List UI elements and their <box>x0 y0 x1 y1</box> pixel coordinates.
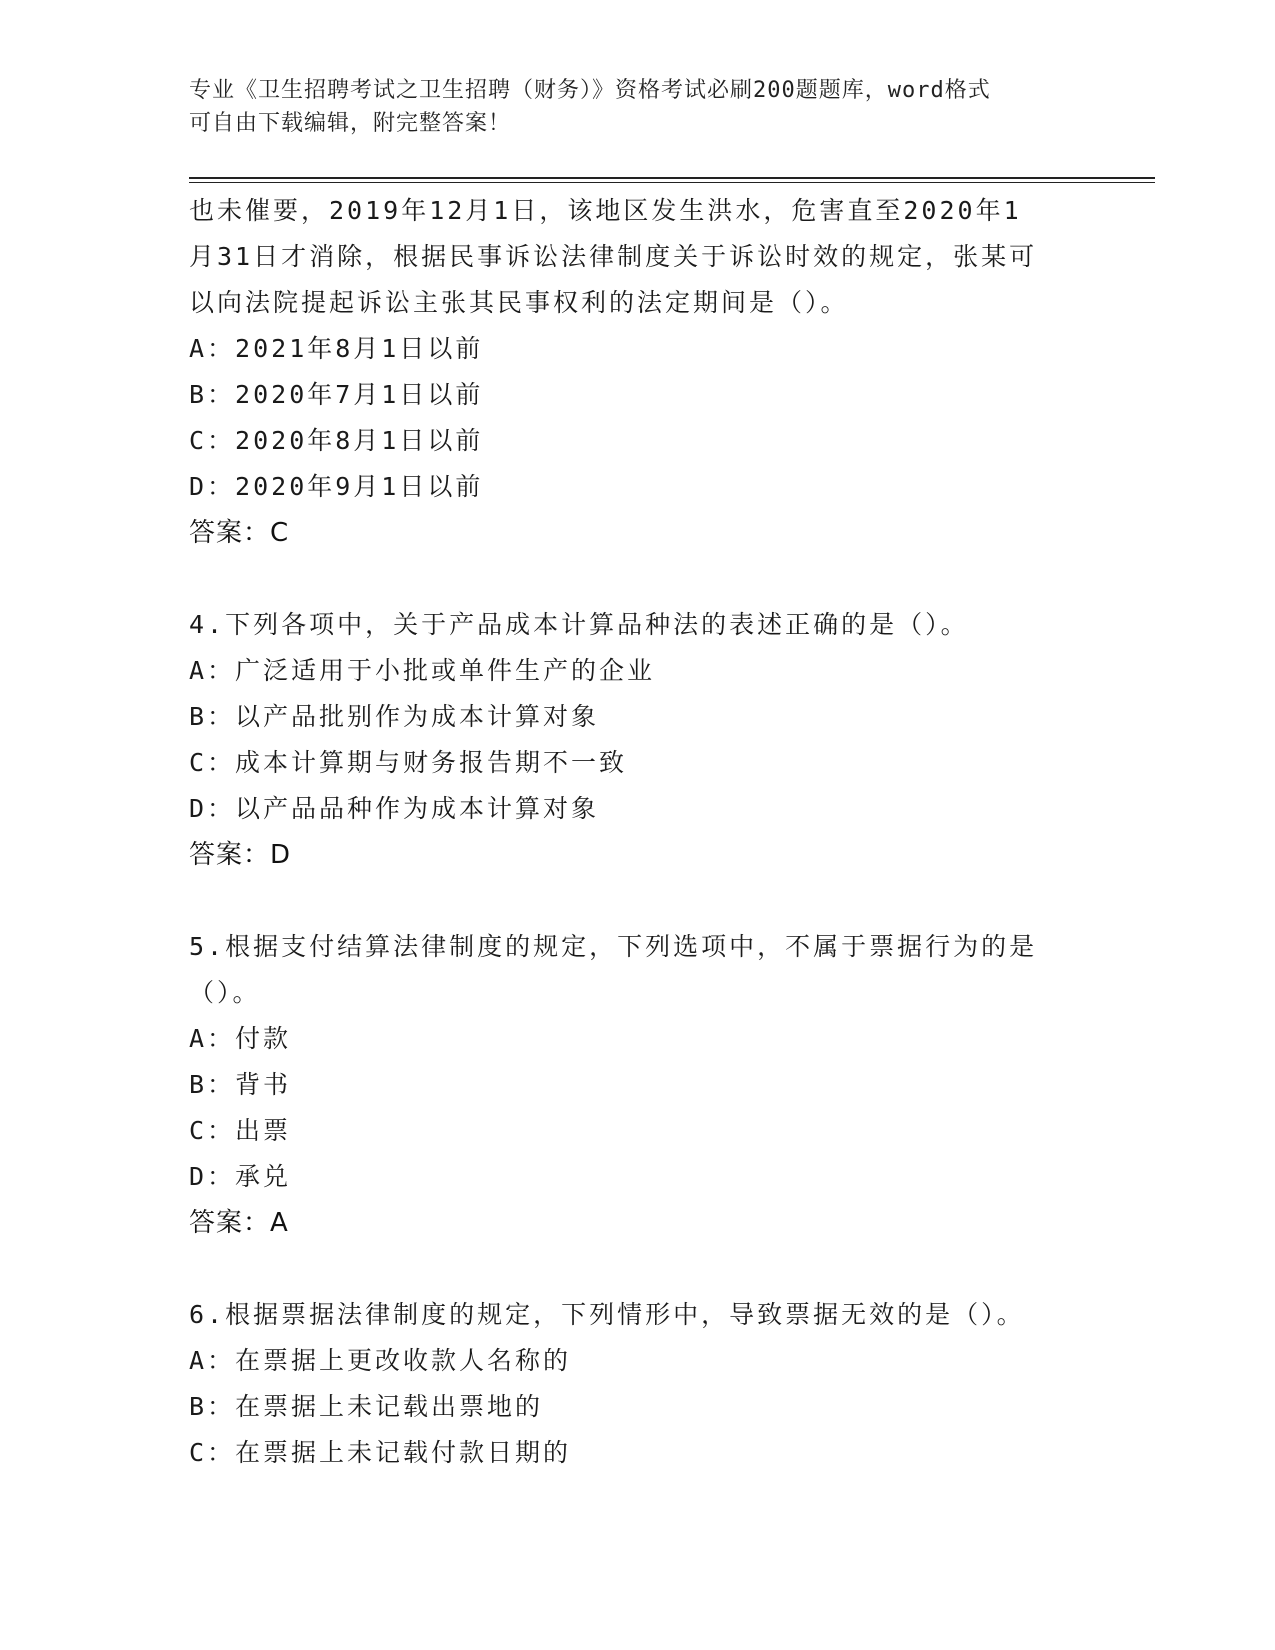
question-5-answer: 答案：A <box>189 1208 289 1238</box>
question-5-option-a: A：付款 <box>189 1024 292 1053</box>
question-6-stem: 6.根据票据法律制度的规定，下列情形中，导致票据无效的是（）。 <box>189 1300 1025 1329</box>
question-3-option-c: C：2020年8月1日以前 <box>189 426 484 455</box>
question-3-option-d: D：2020年9月1日以前 <box>189 472 484 501</box>
question-6 <box>189 1292 1089 1476</box>
header-divider-thick <box>189 177 1155 179</box>
spacer <box>189 878 1089 924</box>
question-4-option-a: A：广泛适用于小批或单件生产的企业 <box>189 656 656 685</box>
question-3-stem-line-2: 月31日才消除，根据民事诉讼法律制度关于诉讼时效的规定，张某可 <box>189 242 1038 271</box>
question-4-option-c: C：成本计算期与财务报告期不一致 <box>189 748 628 777</box>
question-3-stem-line-3: 以向法院提起诉讼主张其民事权利的法定期间是（）。 <box>189 288 849 317</box>
question-4-stem: 4.下列各项中，关于产品成本计算品种法的表述正确的是（）。 <box>189 610 969 639</box>
question-5-option-c: C：出票 <box>189 1116 292 1145</box>
question-5 <box>189 924 1089 1246</box>
document-title-line-1: 专业《卫生招聘考试之卫生招聘（财务）》资格考试必刷200题题库，word格式 <box>189 78 991 103</box>
question-3 <box>189 188 1089 556</box>
question-5-option-d: D：承兑 <box>189 1162 292 1191</box>
question-4 <box>189 602 1089 878</box>
question-5-stem-line-1: 5.根据支付结算法律制度的规定，下列选项中，不属于票据行为的是 <box>189 932 1038 961</box>
question-3-answer: 答案：C <box>189 518 290 548</box>
question-3-option-b: B：2020年7月1日以前 <box>189 380 484 409</box>
question-3-option-a: A：2021年8月1日以前 <box>189 334 484 363</box>
question-3-stem-line-1: 也未催要，2019年12月1日，该地区发生洪水，危害直至2020年1 <box>189 196 1022 225</box>
question-6-option-c: C：在票据上未记载付款日期的 <box>189 1438 572 1467</box>
spacer <box>189 556 1089 602</box>
question-5-option-b: B：背书 <box>189 1070 292 1099</box>
question-6-option-b: B：在票据上未记载出票地的 <box>189 1392 544 1421</box>
question-content <box>189 188 1089 1476</box>
question-5-stem-line-2: （）。 <box>189 978 261 1007</box>
question-4-option-b: B：以产品批别作为成本计算对象 <box>189 702 600 731</box>
page-header <box>189 74 1089 140</box>
document-title-line-2: 可自由下载编辑，附完整答案！ <box>189 111 512 136</box>
question-4-answer: 答案：D <box>189 840 292 870</box>
spacer <box>189 1246 1089 1292</box>
header-divider-thin <box>189 182 1155 183</box>
question-6-option-a: A：在票据上更改收款人名称的 <box>189 1346 572 1375</box>
question-4-option-d: D：以产品品种作为成本计算对象 <box>189 794 600 823</box>
